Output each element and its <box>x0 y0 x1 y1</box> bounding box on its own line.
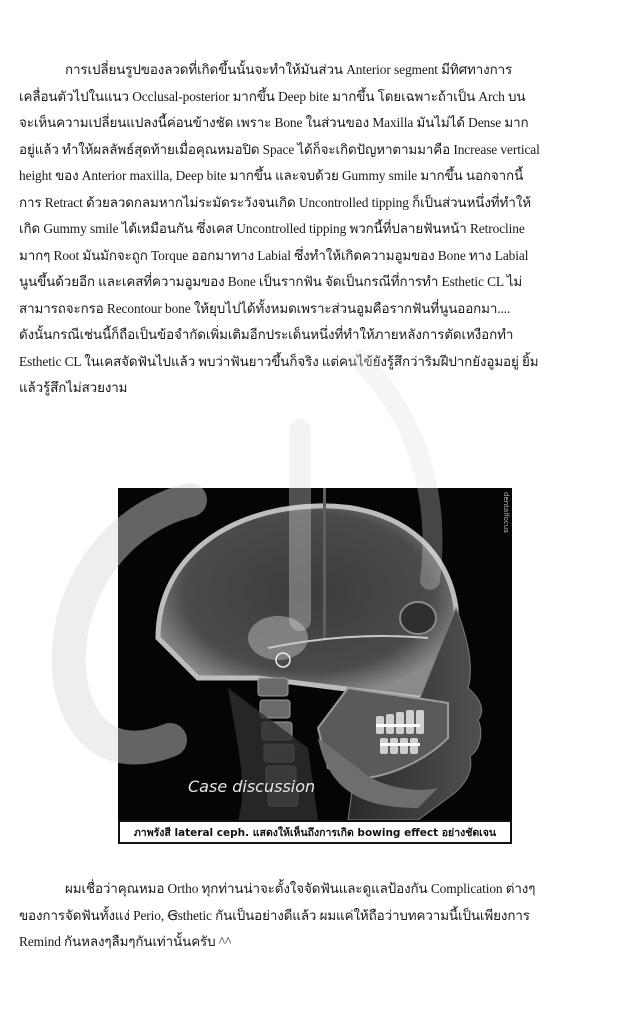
paragraph-line: เคลื่อนตัวไปในแนว Occlusal-posterior มากขึ้น Deep bite มากขึ้น โดยเฉพาะถ้าเป็น Arch บน <box>19 88 526 104</box>
paragraph-line: เกิด Gummy smile ได้เหมือนกัน ซึ่งเคส Uncontrolled tipping พวกนี้ที่ปลายฟันหน้า Retrocline <box>19 221 525 236</box>
paragraph-line: การ Retract ด้วยลวดกลมหากไม่ระมัดระวังจนเกิด Uncontrolled tipping ก็เป็นส่วนหนึ่งที่ทำให้ <box>19 194 531 210</box>
paragraph-line: Remind กันหลงๆลืมๆกันเท่านั้นครับ ^^ <box>19 934 232 949</box>
paragraph-line: height ของ Anterior maxilla, Deep bite มากขึ้น และจบด้วย Gummy smile มากขึ้น นอกจากนี้ <box>19 168 524 183</box>
paragraph-line: Esthetic CL ในเคสจัดฟันไปแล้ว พบว่าฟันยาวขึ้นก็จริง แต่คนไข้ยังรู้สึกว่าริมฝีปากยังอูมอยู่ ยิ้ม <box>19 353 539 369</box>
paragraph-line: การเปลี่ยนรูปของลวดที่เกิดขึ้นนั้นจะทำให้มันส่วน Anterior segment มีทิศทางการ <box>65 62 513 77</box>
source-side-text: dentalfocus <box>502 492 510 533</box>
body-paragraph-1 <box>19 57 619 402</box>
paragraph-line: นูนขึ้นด้วยอีก และเคสที่ความอูมของ Bone เป็นรากฟัน จัดเป็นกรณีที่การทำ Esthetic CL ไม่ <box>19 274 523 289</box>
paragraph-line: มากๆ Root มันมักจะถูก Torque ออกมาทาง Labial ซึ่งทำให้เกิดความอูมของ Bone ทาง Labial <box>19 247 529 263</box>
paragraph-line: แล้วรู้สึกไม่สวยงาม <box>19 380 128 395</box>
paragraph-line: อยู่แล้ว ทำให้ผลลัพธ์สุดท้ายเมื่อคุณหมอปิด Space ได้ก็จะเกิดปัญหาตามมาคือ Increase vertical <box>19 141 540 157</box>
case-discussion-label: Case discussion <box>188 777 316 796</box>
body-paragraph-2 <box>19 876 619 956</box>
paragraph-line: ของการจัดฟันทั้งแง่ Perio, Ꞡsthetic กันเป็นอย่างดีแล้ว ผมแค่ให้ถือว่าบทความนี้เป็นเพียงการ <box>19 907 530 923</box>
paragraph-line: ผมเชื่อว่าคุณหมอ Ortho ทุกท่านน่าจะตั้งใจจัดฟันและดูแลป้องกัน Complication ต่างๆ <box>65 881 536 896</box>
paragraph-line: สามารถจะกรอ Recontour bone ให้ยุบไปได้ทั้งหมดเพราะส่วนอูมคือรากฟันที่นูนออกมา.... <box>19 300 511 316</box>
figure-caption <box>118 820 512 844</box>
lateral-ceph-xray-image <box>118 488 512 820</box>
paragraph-line: จะเห็นความเปลี่ยนแปลงนี้ค่อนข้างชัด เพราะ Bone ในส่วนของ Maxilla มันไม่ได้ Dense มาก <box>19 115 529 130</box>
paragraph-line: ดังนั้นกรณีเช่นนี้ก็ถือเป็นข้อจำกัดเพิ่มเติมอีกประเด็นหนึ่งที่ทำให้ภายหลังการตัดเหงือกทำ <box>19 327 514 342</box>
figure-caption-text: ภาพรังสี lateral ceph. แสดงให้เห็นถึงการเกิด bowing effect อย่างชัดเจน <box>133 826 497 839</box>
xray-figure <box>118 488 512 844</box>
